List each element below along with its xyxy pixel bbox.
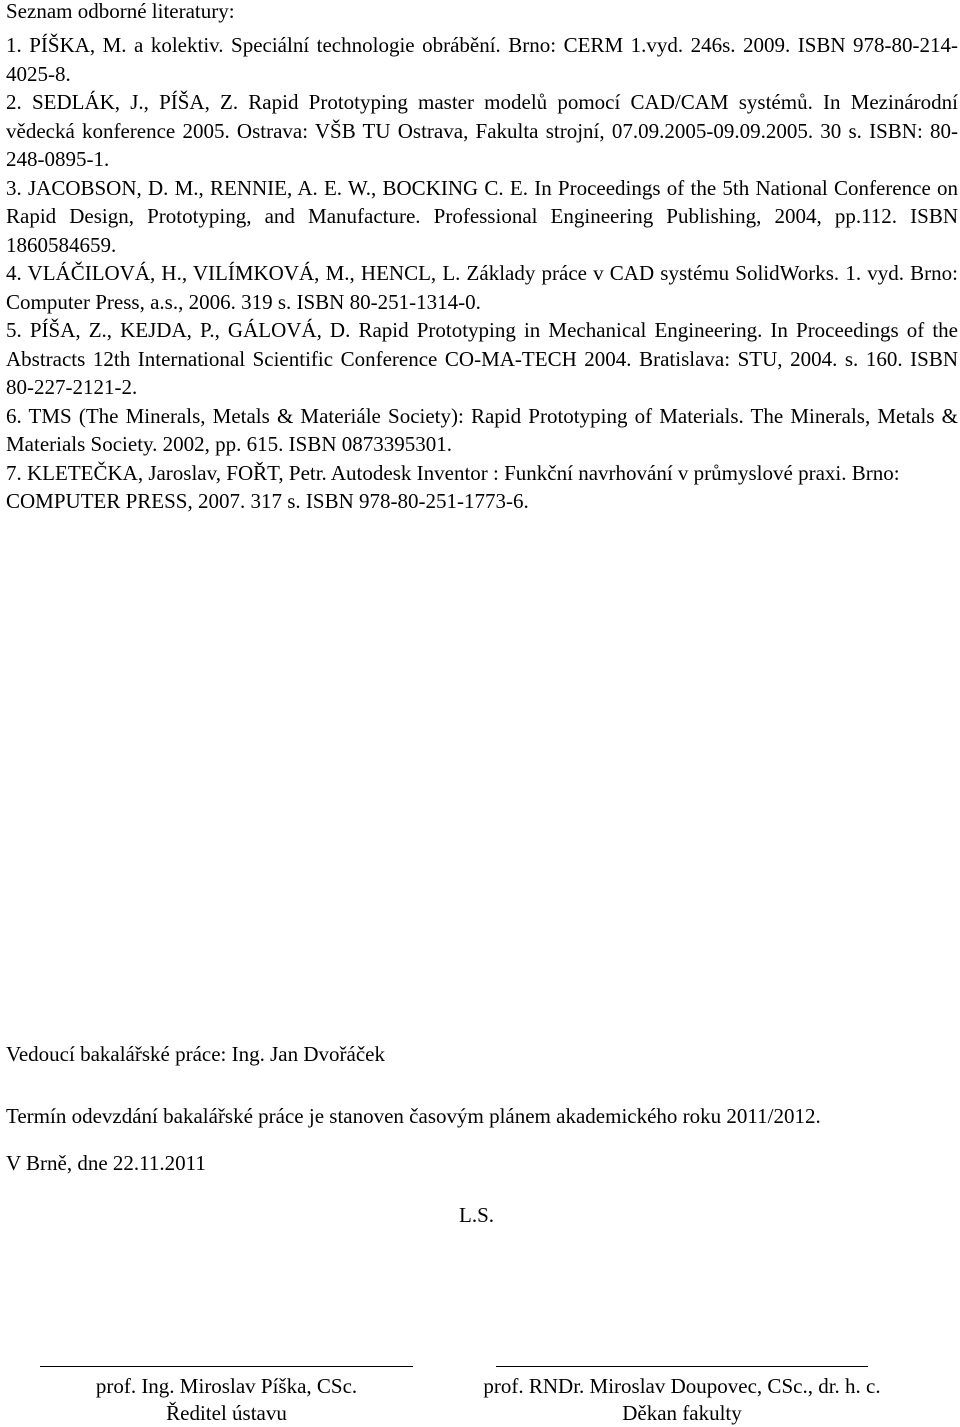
signature-line-right [496, 1366, 868, 1367]
signature-line-left [40, 1366, 413, 1367]
literature-heading: Seznam odborné literatury: [6, 0, 235, 23]
reference-item: 5. PÍŠA, Z., KEJDA, P., GÁLOVÁ, D. Rapid Prototyping in Mechanical Engineering. In Proceedings of the Abstracts 12th International Scientific Conference CO-MA-TECH 2004. Bratislava: STU, 2004. s. 160. ISBN 80-227-2121-2. [6, 318, 958, 399]
signatory-right-role: Děkan fakulty [622, 1401, 742, 1425]
deadline-line: Termín odevzdání bakalářské práce je stanoven časovým plánem akademického roku 2011/2012. [6, 1104, 821, 1128]
reference-list [6, 31, 958, 516]
reference-item: 1. PÍŠKA, M. a kolektiv. Speciální technologie obrábění. Brno: CERM 1.vyd. 246s. 2009. ISBN 978-80-214-4025-8. [6, 33, 958, 86]
signatory-left-role: Ředitel ústavu [166, 1401, 287, 1425]
signatory-right-name: prof. RNDr. Miroslav Doupovec, CSc., dr. h. c. [483, 1374, 881, 1398]
reference-item: 3. JACOBSON, D. M., RENNIE, A. E. W., BOCKING C. E. In Proceedings of the 5th National Conference on Rapid Design, Prototyping, and Manufacture. Professional Engineering Publishing, 2004, pp.112. ISBN 1860584659. [6, 175, 958, 257]
reference-item: 2. SEDLÁK, J., PÍŠA, Z. Rapid Prototyping master modelů pomocí CAD/CAM systémů. In Mezinárodní vědecká konference 2005. Ostrava: VŠB TU Ostrava, Fakulta strojní, 07.09.2005-09.09.2005. 30 s. ISBN: 80-248-0895-1. [6, 90, 958, 171]
reference-item: 4. VLÁČILOVÁ, H., VILÍMKOVÁ, M., HENCL, L. Základy práce v CAD systému SolidWorks. 1. vyd. Brno: Computer Press, a.s., 2006. 319 s. ISBN 80-251-1314-0. [6, 261, 958, 314]
supervisor-line: Vedoucí bakalářské práce: Ing. Jan Dvořáček [6, 1042, 385, 1066]
reference-item: 6. TMS (The Minerals, Metals & Materiále Society): Rapid Prototyping of Materials. The Minerals, Metals & Materials Society. 2002, pp. 615. ISBN 0873395301. [6, 403, 958, 456]
place-date-line: V Brně, dne 22.11.2011 [6, 1151, 206, 1175]
signatory-left-name: prof. Ing. Miroslav Píška, CSc. [95, 1374, 358, 1398]
reference-item: 7. KLETEČKA, Jaroslav, FOŘT, Petr. Autodesk Inventor : Funkční navrhování v průmyslové praxi. Brno: COMPUTER PRESS, 2007. 317 s. ISBN 978-80-251-1773-6. [6, 460, 900, 513]
seal-placeholder: L.S. [459, 1203, 495, 1227]
